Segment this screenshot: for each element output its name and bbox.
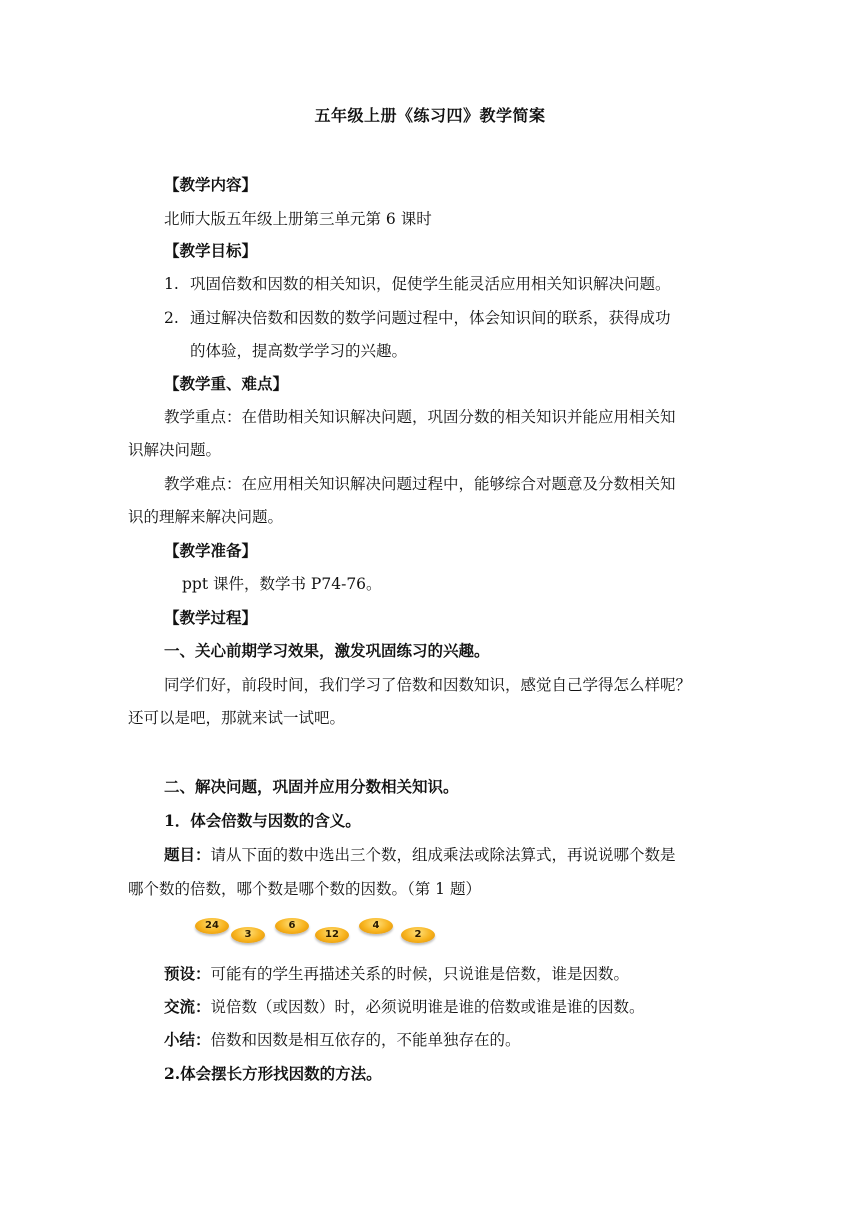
step-1-text: 同学们好，前段时间，我们学习了倍数和因数知识，感觉自己学得怎么样呢？ [164, 676, 692, 694]
goal-2 [164, 308, 744, 328]
number-coins-image [195, 915, 445, 945]
question-line [164, 845, 744, 865]
question-text: 请从下面的数中选出三个数，组成乘法或除法算式，再说说哪个数是 [210, 846, 676, 864]
question-label: 题目： [164, 845, 211, 864]
exchange-line [164, 997, 744, 1017]
coin-24: 24 [195, 918, 229, 934]
question-text-continued: 哪个数的倍数，哪个数是哪个数的因数。（第 1 题） [128, 880, 481, 898]
step-1-heading: 一、关心前期学习效果，激发巩固练习的兴趣。 [164, 641, 490, 660]
summary-text: 倍数和因数是相互依存的，不能单独存在的。 [210, 1031, 521, 1049]
section-heading-key-points: 【教学重、难点】 [164, 374, 289, 393]
document-title: 五年级上册《练习四》教学简案 [314, 106, 546, 125]
summary-line [164, 1030, 744, 1050]
step-1-text-continued: 还可以是吧，那就来试一试吧。 [128, 709, 346, 727]
preparation-text: ppt 课件，数学书 P74-76。 [182, 575, 382, 593]
section-heading-content: 【教学内容】 [164, 175, 258, 194]
section-heading-preparation: 【教学准备】 [164, 541, 258, 560]
summary-label: 小结： [164, 1030, 211, 1049]
goal-1-text: 巩固倍数和因数的相关知识，促使学生能灵活应用相关知识解决问题。 [190, 275, 671, 293]
key-point-text-continued: 识解决问题。 [128, 441, 222, 459]
goal-1 [164, 274, 744, 294]
coin-3: 3 [231, 927, 265, 943]
preset-text: 可能有的学生再描述关系的时候，只说谁是倍数，谁是因数。 [210, 965, 630, 983]
goal-2-number: 2. [164, 309, 179, 327]
coin-4: 4 [359, 918, 393, 934]
difficult-point-text: 教学难点：在应用相关知识解决问题过程中，能够综合对题意及分数相关知 [164, 475, 676, 493]
section-heading-goals: 【教学目标】 [164, 241, 258, 260]
exchange-text: 说倍数（或因数）时，必须说明谁是谁的倍数或谁是谁的因数。 [210, 998, 645, 1016]
coin-6: 6 [275, 918, 309, 934]
preset-label: 预设： [164, 964, 211, 983]
goal-2-text: 通过解决倍数和因数的数学问题过程中，体会知识间的联系，获得成功 [190, 309, 671, 327]
sub-step-1-heading: 1．体会倍数与因数的含义。 [164, 811, 361, 830]
step-2-heading: 二、解决问题，巩固并应用分数相关知识。 [164, 777, 459, 796]
coin-12: 12 [315, 927, 349, 943]
difficult-point-text-continued: 识的理解来解决问题。 [128, 508, 284, 526]
preset-line [164, 964, 744, 984]
exchange-label: 交流： [164, 997, 211, 1016]
section-heading-process: 【教学过程】 [164, 608, 258, 627]
coin-2: 2 [401, 927, 435, 943]
content-text: 北师大版五年级上册第三单元第 6 课时 [164, 210, 432, 228]
sub-step-2-heading: 2.体会摆长方形找因数的方法。 [164, 1064, 382, 1083]
goal-1-number: 1. [164, 275, 179, 293]
goal-2-continued: 的体验，提高数学学习的兴趣。 [190, 342, 408, 360]
key-point-text: 教学重点：在借助相关知识解决问题，巩固分数的相关知识并能应用相关知 [164, 408, 676, 426]
